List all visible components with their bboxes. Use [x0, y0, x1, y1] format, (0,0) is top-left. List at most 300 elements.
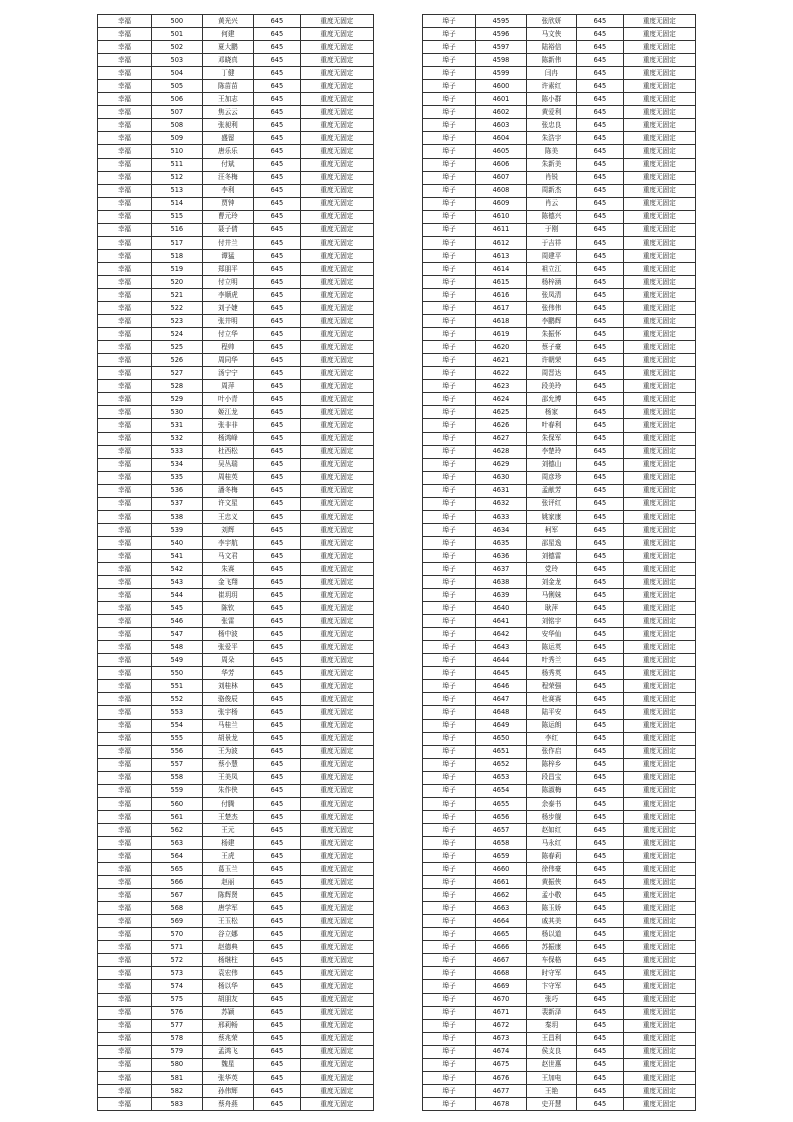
amount-cell: 645: [577, 106, 623, 119]
table-row: [98, 889, 374, 902]
amount-cell: 645: [253, 928, 300, 941]
amount-cell: 645: [253, 15, 300, 28]
serial-number-cell: 527: [151, 367, 202, 380]
serial-number-cell: 507: [151, 106, 202, 119]
serial-number-cell: 4614: [476, 262, 527, 275]
serial-number-cell: 546: [151, 615, 202, 628]
amount-cell: 645: [577, 432, 623, 445]
table-row: [98, 954, 374, 967]
person-name-cell: 于吉祥: [526, 236, 577, 249]
amount-cell: 645: [253, 210, 300, 223]
category-cell: 重度无固定: [623, 419, 695, 432]
table-row: [423, 706, 696, 719]
village-cell: 幸福: [98, 589, 152, 602]
person-name-cell: 聂子倩: [202, 223, 253, 236]
person-name-cell: 潘冬梅: [202, 484, 253, 497]
person-name-cell: 黄爱利: [526, 106, 577, 119]
table-row: [98, 967, 374, 980]
category-cell: 重度无固定: [623, 980, 695, 993]
person-name-cell: 王加志: [202, 93, 253, 106]
person-name-cell: 张昶利: [202, 119, 253, 132]
amount-cell: 645: [577, 1032, 623, 1045]
serial-number-cell: 4632: [476, 497, 527, 510]
person-name-cell: 苏振康: [526, 941, 577, 954]
village-cell: 埠子: [423, 458, 476, 471]
amount-cell: 645: [253, 667, 300, 680]
amount-cell: 645: [577, 641, 623, 654]
village-cell: 埠子: [423, 67, 476, 80]
table-row: [423, 680, 696, 693]
person-name-cell: 葛玉兰: [202, 863, 253, 876]
village-cell: 幸福: [98, 863, 152, 876]
amount-cell: 645: [253, 445, 300, 458]
table-row: [423, 354, 696, 367]
category-cell: 重度无固定: [623, 236, 695, 249]
serial-number-cell: 562: [151, 823, 202, 836]
table-row: [423, 406, 696, 419]
table-row: [423, 41, 696, 54]
person-name-cell: 李利: [202, 184, 253, 197]
person-name-cell: 张忠良: [526, 119, 577, 132]
amount-cell: 645: [577, 836, 623, 849]
village-cell: 幸福: [98, 641, 152, 654]
amount-cell: 645: [253, 641, 300, 654]
village-cell: 埠子: [423, 302, 476, 315]
table-row: [98, 706, 374, 719]
person-name-cell: 余泰书: [526, 797, 577, 810]
amount-cell: 645: [577, 262, 623, 275]
table-row: [423, 562, 696, 575]
amount-cell: 645: [577, 93, 623, 106]
person-name-cell: 袁宏伟: [202, 967, 253, 980]
serial-number-cell: 540: [151, 536, 202, 549]
amount-cell: 645: [577, 771, 623, 784]
village-cell: 埠子: [423, 836, 476, 849]
category-cell: 重度无固定: [623, 850, 695, 863]
table-row: [423, 158, 696, 171]
village-cell: 埠子: [423, 980, 476, 993]
right-roster-table: [422, 14, 696, 1111]
person-name-cell: 汤宁宁: [202, 367, 253, 380]
amount-cell: 645: [577, 850, 623, 863]
person-name-cell: 于刚: [526, 223, 577, 236]
village-cell: 埠子: [423, 419, 476, 432]
table-row: [98, 484, 374, 497]
serial-number-cell: 538: [151, 510, 202, 523]
village-cell: 幸福: [98, 380, 152, 393]
person-name-cell: 王艳: [526, 1084, 577, 1097]
category-cell: 重度无固定: [623, 523, 695, 536]
person-name-cell: 骆俊辰: [202, 693, 253, 706]
category-cell: 重度无固定: [300, 771, 373, 784]
left-roster-table: [97, 14, 374, 1111]
category-cell: 重度无固定: [300, 197, 373, 210]
serial-number-cell: 563: [151, 836, 202, 849]
category-cell: 重度无固定: [623, 1006, 695, 1019]
village-cell: 幸福: [98, 328, 152, 341]
person-name-cell: 陈梓乡: [526, 758, 577, 771]
village-cell: 幸福: [98, 367, 152, 380]
serial-number-cell: 4618: [476, 315, 527, 328]
person-name-cell: 许文星: [202, 497, 253, 510]
amount-cell: 645: [253, 889, 300, 902]
amount-cell: 645: [253, 967, 300, 980]
table-row: [98, 902, 374, 915]
category-cell: 重度无固定: [623, 119, 695, 132]
category-cell: 重度无固定: [300, 145, 373, 158]
amount-cell: 645: [577, 549, 623, 562]
person-name-cell: 陈美: [526, 145, 577, 158]
serial-number-cell: 528: [151, 380, 202, 393]
category-cell: 重度无固定: [300, 523, 373, 536]
village-cell: 埠子: [423, 484, 476, 497]
category-cell: 重度无固定: [300, 275, 373, 288]
person-name-cell: 孟献芳: [526, 484, 577, 497]
person-name-cell: 刘辉: [202, 523, 253, 536]
category-cell: 重度无固定: [300, 863, 373, 876]
amount-cell: 645: [577, 954, 623, 967]
category-cell: 重度无固定: [300, 915, 373, 928]
category-cell: 重度无固定: [623, 93, 695, 106]
table-row: [98, 419, 374, 432]
serial-number-cell: 4669: [476, 980, 527, 993]
village-cell: 埠子: [423, 1097, 476, 1110]
person-name-cell: 张华英: [202, 1071, 253, 1084]
serial-number-cell: 4626: [476, 419, 527, 432]
amount-cell: 645: [253, 1032, 300, 1045]
village-cell: 埠子: [423, 93, 476, 106]
table-row: [423, 367, 696, 380]
table-row: [98, 732, 374, 745]
serial-number-cell: 523: [151, 315, 202, 328]
village-cell: 埠子: [423, 915, 476, 928]
serial-number-cell: 559: [151, 784, 202, 797]
person-name-cell: 时守军: [526, 967, 577, 980]
amount-cell: 645: [577, 928, 623, 941]
amount-cell: 645: [253, 393, 300, 406]
serial-number-cell: 552: [151, 693, 202, 706]
serial-number-cell: 536: [151, 484, 202, 497]
table-row: [423, 471, 696, 484]
category-cell: 重度无固定: [623, 145, 695, 158]
table-row: [423, 810, 696, 823]
person-name-cell: 王加电: [526, 1071, 577, 1084]
table-row: [98, 850, 374, 863]
amount-cell: 645: [253, 419, 300, 432]
category-cell: 重度无固定: [300, 1071, 373, 1084]
category-cell: 重度无固定: [623, 354, 695, 367]
village-cell: 幸福: [98, 850, 152, 863]
village-cell: 幸福: [98, 615, 152, 628]
person-name-cell: 马文侠: [526, 28, 577, 41]
category-cell: 重度无固定: [623, 197, 695, 210]
category-cell: 重度无固定: [300, 641, 373, 654]
table-row: [98, 223, 374, 236]
village-cell: 埠子: [423, 288, 476, 301]
village-cell: 埠子: [423, 823, 476, 836]
person-name-cell: 陈运英: [526, 641, 577, 654]
serial-number-cell: 500: [151, 15, 202, 28]
category-cell: 重度无固定: [623, 28, 695, 41]
amount-cell: 645: [577, 941, 623, 954]
serial-number-cell: 511: [151, 158, 202, 171]
category-cell: 重度无固定: [623, 758, 695, 771]
serial-number-cell: 4648: [476, 706, 527, 719]
village-cell: 埠子: [423, 641, 476, 654]
serial-number-cell: 531: [151, 419, 202, 432]
table-row: [423, 1032, 696, 1045]
category-cell: 重度无固定: [623, 41, 695, 54]
amount-cell: 645: [577, 784, 623, 797]
village-cell: 幸福: [98, 41, 152, 54]
table-row: [423, 589, 696, 602]
amount-cell: 645: [577, 562, 623, 575]
amount-cell: 645: [253, 367, 300, 380]
village-cell: 埠子: [423, 328, 476, 341]
category-cell: 重度无固定: [300, 654, 373, 667]
table-row: [423, 784, 696, 797]
village-cell: 埠子: [423, 1045, 476, 1058]
serial-number-cell: 4662: [476, 889, 527, 902]
table-row: [423, 1084, 696, 1097]
person-name-cell: 魏星: [202, 1058, 253, 1071]
category-cell: 重度无固定: [300, 810, 373, 823]
amount-cell: 645: [577, 54, 623, 67]
person-name-cell: 金飞翔: [202, 576, 253, 589]
amount-cell: 645: [253, 354, 300, 367]
serial-number-cell: 4640: [476, 602, 527, 615]
village-cell: 幸福: [98, 836, 152, 849]
table-row: [423, 145, 696, 158]
amount-cell: 645: [253, 680, 300, 693]
village-cell: 幸福: [98, 1071, 152, 1084]
category-cell: 重度无固定: [623, 784, 695, 797]
serial-number-cell: 537: [151, 497, 202, 510]
person-name-cell: 蔡兆荣: [202, 1032, 253, 1045]
serial-number-cell: 4651: [476, 745, 527, 758]
amount-cell: 645: [577, 1097, 623, 1110]
serial-number-cell: 4622: [476, 367, 527, 380]
category-cell: 重度无固定: [300, 797, 373, 810]
amount-cell: 645: [253, 28, 300, 41]
category-cell: 重度无固定: [623, 536, 695, 549]
table-row: [98, 562, 374, 575]
category-cell: 重度无固定: [623, 549, 695, 562]
category-cell: 重度无固定: [623, 706, 695, 719]
amount-cell: 645: [577, 980, 623, 993]
table-row: [98, 823, 374, 836]
serial-number-cell: 4646: [476, 680, 527, 693]
person-name-cell: 付斌: [202, 158, 253, 171]
category-cell: 重度无固定: [300, 615, 373, 628]
person-name-cell: 陈小群: [526, 93, 577, 106]
table-row: [423, 119, 696, 132]
serial-number-cell: 4616: [476, 288, 527, 301]
category-cell: 重度无固定: [300, 902, 373, 915]
serial-number-cell: 547: [151, 628, 202, 641]
table-row: [423, 876, 696, 889]
amount-cell: 645: [577, 445, 623, 458]
person-name-cell: 肖云: [526, 197, 577, 210]
amount-cell: 645: [253, 549, 300, 562]
person-name-cell: 侯支良: [526, 1045, 577, 1058]
village-cell: 幸福: [98, 406, 152, 419]
amount-cell: 645: [577, 197, 623, 210]
person-name-cell: 闫冉: [526, 67, 577, 80]
table-row: [98, 210, 374, 223]
table-row: [98, 693, 374, 706]
amount-cell: 645: [253, 797, 300, 810]
table-row: [423, 797, 696, 810]
person-name-cell: 李宇航: [202, 536, 253, 549]
serial-number-cell: 503: [151, 54, 202, 67]
village-cell: 埠子: [423, 249, 476, 262]
amount-cell: 645: [577, 1045, 623, 1058]
table-row: [423, 771, 696, 784]
village-cell: 幸福: [98, 145, 152, 158]
table-row: [423, 106, 696, 119]
serial-number-cell: 543: [151, 576, 202, 589]
category-cell: 重度无固定: [300, 54, 373, 67]
table-row: [98, 93, 374, 106]
person-name-cell: 陈玉娇: [526, 902, 577, 915]
person-name-cell: 刘德雷: [526, 549, 577, 562]
table-row: [423, 536, 696, 549]
table-row: [98, 510, 374, 523]
category-cell: 重度无固定: [623, 993, 695, 1006]
person-name-cell: 黄振侠: [526, 876, 577, 889]
serial-number-cell: 4617: [476, 302, 527, 315]
amount-cell: 645: [253, 1084, 300, 1097]
serial-number-cell: 4606: [476, 158, 527, 171]
amount-cell: 645: [577, 171, 623, 184]
person-name-cell: 周桂英: [202, 471, 253, 484]
serial-number-cell: 4603: [476, 119, 527, 132]
category-cell: 重度无固定: [300, 876, 373, 889]
category-cell: 重度无固定: [623, 393, 695, 406]
table-row: [423, 993, 696, 1006]
serial-number-cell: 4634: [476, 523, 527, 536]
amount-cell: 645: [577, 419, 623, 432]
village-cell: 埠子: [423, 667, 476, 680]
person-name-cell: 周彦珍: [526, 471, 577, 484]
table-row: [98, 1019, 374, 1032]
amount-cell: 645: [577, 876, 623, 889]
table-row: [423, 1097, 696, 1110]
amount-cell: 645: [577, 745, 623, 758]
table-row: [423, 432, 696, 445]
serial-number-cell: 520: [151, 275, 202, 288]
village-cell: 幸福: [98, 484, 152, 497]
person-name-cell: 刘桂林: [202, 680, 253, 693]
category-cell: 重度无固定: [623, 889, 695, 902]
amount-cell: 645: [577, 536, 623, 549]
serial-number-cell: 4642: [476, 628, 527, 641]
amount-cell: 645: [577, 315, 623, 328]
amount-cell: 645: [253, 497, 300, 510]
category-cell: 重度无固定: [623, 902, 695, 915]
village-cell: 幸福: [98, 275, 152, 288]
amount-cell: 645: [253, 745, 300, 758]
category-cell: 重度无固定: [623, 1097, 695, 1110]
serial-number-cell: 532: [151, 432, 202, 445]
village-cell: 埠子: [423, 354, 476, 367]
category-cell: 重度无固定: [300, 106, 373, 119]
serial-number-cell: 4625: [476, 406, 527, 419]
village-cell: 幸福: [98, 197, 152, 210]
village-cell: 埠子: [423, 497, 476, 510]
person-name-cell: 汪冬梅: [202, 171, 253, 184]
person-name-cell: 张宇杨: [202, 706, 253, 719]
serial-number-cell: 555: [151, 732, 202, 745]
serial-number-cell: 512: [151, 171, 202, 184]
person-name-cell: 陈辉贤: [202, 889, 253, 902]
table-row: [98, 536, 374, 549]
person-name-cell: 张欣妍: [526, 15, 577, 28]
village-cell: 幸福: [98, 393, 152, 406]
person-name-cell: 车保格: [526, 954, 577, 967]
amount-cell: 645: [253, 315, 300, 328]
table-row: [98, 836, 374, 849]
village-cell: 埠子: [423, 275, 476, 288]
person-name-cell: 杨以华: [202, 980, 253, 993]
serial-number-cell: 509: [151, 132, 202, 145]
table-row: [423, 315, 696, 328]
person-name-cell: 贾钟: [202, 197, 253, 210]
person-name-cell: 朱新美: [526, 158, 577, 171]
serial-number-cell: 4623: [476, 380, 527, 393]
table-row: [423, 80, 696, 93]
serial-number-cell: 4641: [476, 615, 527, 628]
category-cell: 重度无固定: [623, 836, 695, 849]
amount-cell: 645: [577, 915, 623, 928]
table-row: [98, 302, 374, 315]
amount-cell: 645: [577, 732, 623, 745]
village-cell: 埠子: [423, 315, 476, 328]
serial-number-cell: 4655: [476, 797, 527, 810]
person-name-cell: 陈运朗: [526, 719, 577, 732]
amount-cell: 645: [577, 484, 623, 497]
serial-number-cell: 4656: [476, 810, 527, 823]
table-row: [98, 458, 374, 471]
category-cell: 重度无固定: [300, 158, 373, 171]
serial-number-cell: 4666: [476, 941, 527, 954]
table-row: [98, 771, 374, 784]
serial-number-cell: 572: [151, 954, 202, 967]
village-cell: 埠子: [423, 732, 476, 745]
amount-cell: 645: [577, 993, 623, 1006]
table-row: [98, 41, 374, 54]
amount-cell: 645: [577, 1071, 623, 1084]
amount-cell: 645: [253, 863, 300, 876]
serial-number-cell: 4633: [476, 510, 527, 523]
amount-cell: 645: [577, 15, 623, 28]
table-row: [98, 1097, 374, 1110]
category-cell: 重度无固定: [300, 262, 373, 275]
table-row: [423, 549, 696, 562]
person-name-cell: 程荣强: [526, 680, 577, 693]
serial-number-cell: 570: [151, 928, 202, 941]
table-row: [423, 197, 696, 210]
amount-cell: 645: [253, 810, 300, 823]
village-cell: 埠子: [423, 850, 476, 863]
person-name-cell: 祖立江: [526, 262, 577, 275]
village-cell: 幸福: [98, 354, 152, 367]
category-cell: 重度无固定: [300, 954, 373, 967]
serial-number-cell: 4627: [476, 432, 527, 445]
category-cell: 重度无固定: [623, 432, 695, 445]
amount-cell: 645: [253, 93, 300, 106]
